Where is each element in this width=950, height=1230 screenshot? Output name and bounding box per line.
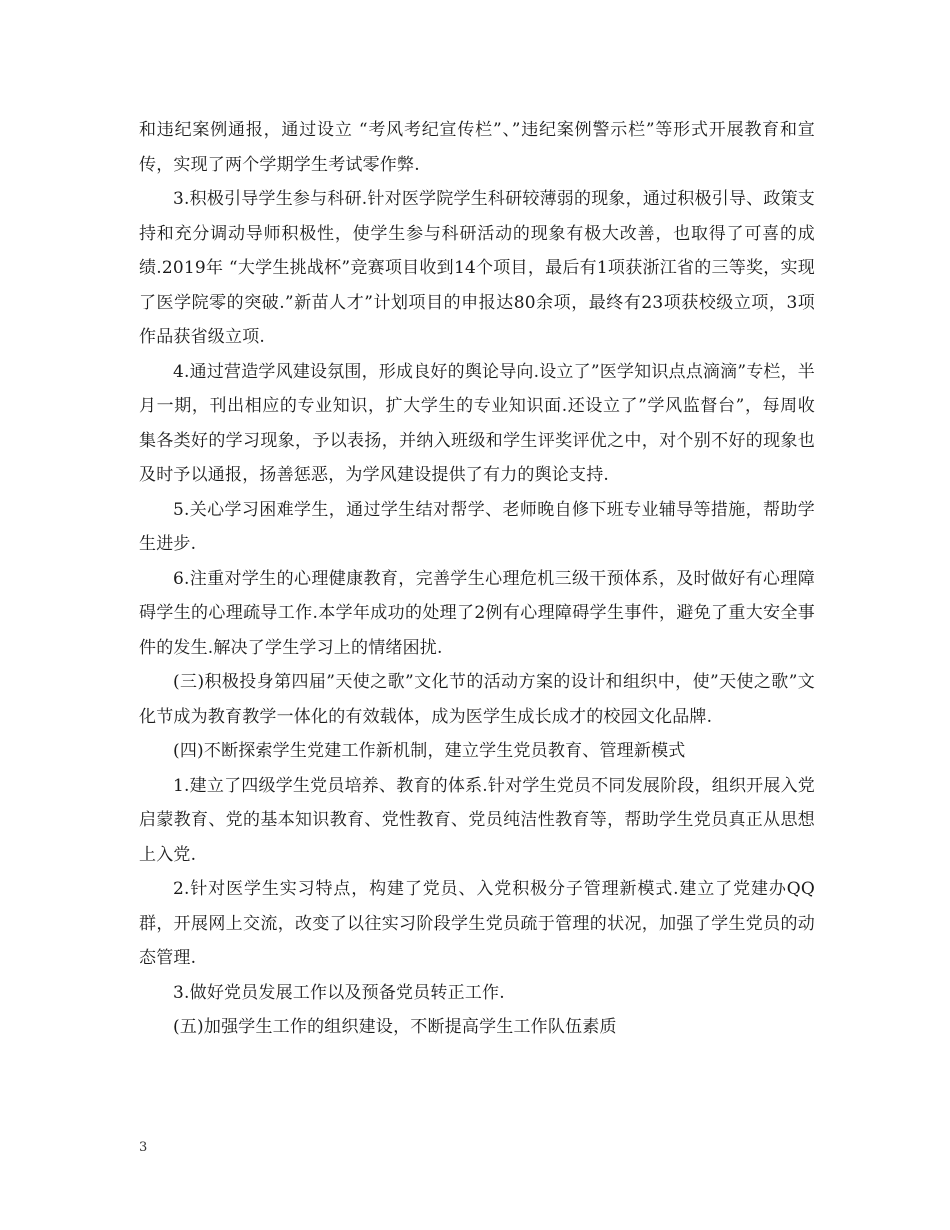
paragraph-5: 6.注重对学生的心理健康教育，完善学生心理危机三级干预体系，及时做好有心理障碍学生的心理疏导工作.本学年成功的处理了2例有心理障碍学生事件，避免了重大安全事件的发生.解决了学生学习上的情绪困扰. (139, 568, 815, 658)
paragraph-2: 3.积极引导学生参与科研.针对医学院学生科研较薄弱的现象，通过积极引导、政策支持和充分调动导师积极性，使学生参与科研活动的现象有极大改善，也取得了可喜的成绩.2019年 “大学生挑战杯”竞赛项目收到14个项目，最后有1项获浙江省的三等奖，实现了医学院零的突破.”新苗人才”计划项目的申报达80余项，最终有23项获校级立项，3项作品获省级立项. (139, 189, 815, 347)
paragraph-1: 和违纪案例通报，通过设立 “考风考纪宣传栏”、”违纪案例警示栏”等形式开展教育和宣传，实现了两个学期学生考试零作弊. (139, 120, 815, 175)
paragraph-3: 4.通过营造学风建设氛围，形成良好的舆论导向.设立了”医学知识点点滴滴”专栏，半月一期，刊出相应的专业知识，扩大学生的专业知识面.还设立了”学风监督台”，每周收集各类好的学习现象，予以表扬，并纳入班级和学生评奖评优之中，对个别不好的现象也及时予以通报，扬善惩恶，为学风建设提供了有力的舆论支持. (139, 361, 816, 485)
paragraph-10: 3.做好党员发展工作以及预备党员转正工作. (173, 982, 505, 1003)
paragraph-8: 1.建立了四级学生党员培养、教育的体系.针对学生党员不同发展阶段，组织开展入党启蒙教育、党的基本知识教育、党性教育、党员纯洁性教育等，帮助学生党员真正从思想上入党. (139, 775, 815, 865)
document-body (139, 113, 815, 1045)
paragraph-9: 2.针对医学生实习特点，构建了党员、入党积极分子管理新模式.建立了党建办QQ群，开展网上交流，改变了以往实习阶段学生党员疏于管理的状况，加强了学生党员的动态管理. (139, 879, 815, 968)
page-number: 3 (139, 1140, 148, 1155)
paragraph-6: (三)积极投身第四届”天使之歌”文化节的活动方案的设计和组织中，使”天使之歌”文化节成为教育教学一体化的有效载体，成为医学生成长成才的校园文化品牌. (139, 672, 815, 727)
paragraph-4: 5.关心学习困难学生，通过学生结对帮学、老师晚自修下班专业辅导等措施，帮助学生进步. (139, 499, 815, 554)
paragraph-11: (五)加强学生工作的组织建设，不断提高学生工作队伍素质 (173, 1017, 617, 1037)
paragraph-7: (四)不断探索学生党建工作新机制，建立学生党员教育、管理新模式 (173, 741, 686, 761)
